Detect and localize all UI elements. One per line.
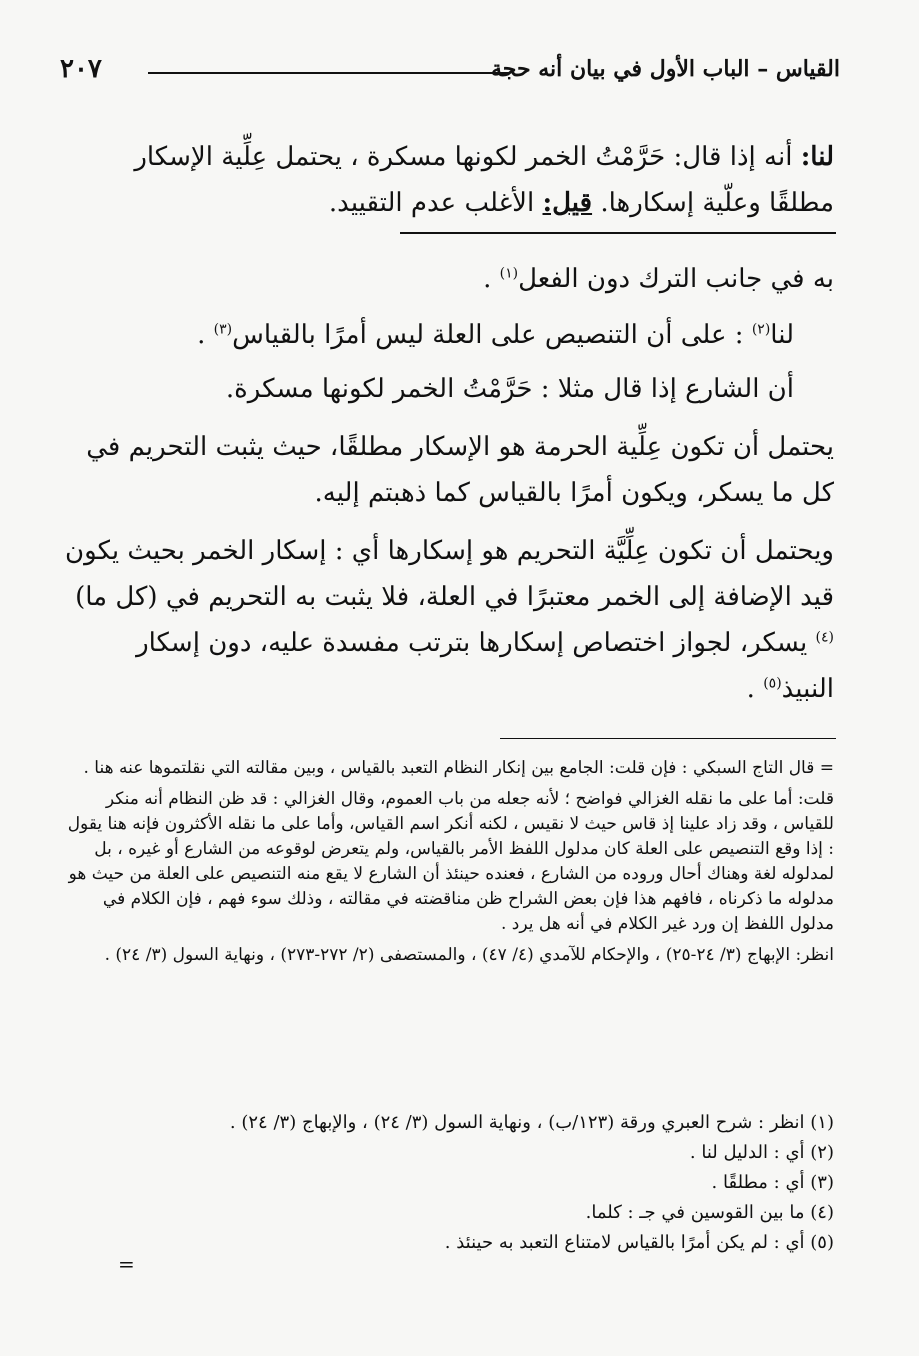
footnote-4: (٤) ما بين القوسين في جـ : كلما.: [585, 1202, 834, 1223]
header-rule: [148, 72, 510, 74]
p2-end: .: [197, 320, 214, 350]
qeel-text: الأغلب عدم التقييد.: [328, 188, 543, 218]
footnote-continuation: انظر: الإبهاج (٣/ ٢٤-٢٥) ، والإحكام للآمدي (٤/ ٤٧) ، والمستصفى (٢/ ٢٧٢-٢٧٣) ، ونهاية السول (٣/ ٢٤) .: [104, 945, 834, 965]
upper-passage: [62, 134, 834, 226]
footnote-2: (٢) أي : الدليل لنا .: [689, 1142, 834, 1163]
footnote-ref-4[interactable]: (٤): [815, 629, 834, 646]
footnote-1: (١) انظر : شرح العبري ورقة (١٢٣/ب) ، ونهاية السول (٣/ ٢٤) ، والإبهاج (٣/ ٢٤) .: [229, 1112, 834, 1133]
footnote-continuation: = قال التاج السبكي : فإن قلت: الجامع بين إنكار النظام التعبد بالقياس ، وبين مقالته التي نقلتموها عنه هنا .: [83, 758, 834, 778]
continuation-mark: =: [118, 1252, 135, 1276]
qeel-label: قيل:: [542, 188, 593, 218]
p5-end: .: [746, 674, 764, 704]
upper-paragraph: [62, 134, 834, 226]
lead-text: أنه إذا قال: حَرَّمْتُ الخمر لكونها مسكرة ، يحتمل عِلِّية الإسكار مطلقًا وعلّية إسكارها.: [134, 142, 834, 218]
p5-text-a: ويحتمل أن تكون عِلِّيَّة التحريم هو إسكارها أي : إسكار الخمر بحيث يكون قيد الإضافة إلى الخمر معتبرًا في العلة، فلا يثبت به التحريم في (كل ما): [65, 536, 834, 612]
footnote-ref-1[interactable]: (١): [499, 265, 519, 282]
p5-text-b: يسكر، لجواز اختصاص إسكارها بترتب مفسدة عليه، دون إسكار النبيذ: [136, 628, 834, 704]
footnote-ref-5[interactable]: (٥): [763, 675, 782, 692]
footnotes-continued: [62, 756, 834, 974]
paragraph-5: [62, 528, 834, 712]
paragraph-1: [62, 256, 834, 302]
lead-label: لنا:: [800, 142, 834, 172]
p2-text: لنا: [770, 320, 794, 350]
p1-end: .: [483, 264, 500, 294]
footnote-5: (٥) أي : لم يكن أمرًا بالقياس لامتناع التعبد به حينئذ .: [444, 1232, 834, 1253]
p2-mid: : على أن التنصيص على العلة ليس أمرًا بالقياس: [232, 320, 752, 350]
main-text: [62, 256, 834, 712]
footnote-separator: [500, 738, 836, 739]
paragraph-4: يحتمل أن تكون عِلِّية الحرمة هو الإسكار مطلقًا، حيث يثبت التحريم في كل ما يسكر، ويكون أمرًا بالقياس كما ذهبتم إليه.: [86, 432, 834, 508]
footnote-3: (٣) أي : مطلقًا .: [711, 1172, 834, 1193]
paragraph-2: [62, 312, 834, 358]
paragraph-3: أن الشارع إذا قال مثلا : حَرَّمْتُ الخمر لكونها مسكرة.: [225, 374, 794, 404]
p1-text: به في جانب الترك دون الفعل: [518, 264, 834, 294]
footnotes-list: [62, 1110, 834, 1260]
page-header: [60, 52, 840, 92]
upper-rule: [400, 232, 836, 234]
running-title: القياس – الباب الأول في بيان أنه حجة: [491, 56, 840, 82]
footnote-ref-2[interactable]: (٢): [751, 321, 771, 338]
footnote-continuation: قلت: أما على ما نقله الغزالي فواضح ؛ لأنه جعله من باب العموم، وقال الغزالي : قد ظن النظام أنه منكر للقياس ، وقد زاد علينا إذ قاس حيث لا نقيس ، لكنه أنكر اسم القياس، وأما على ما نقله الأكثرون فإنه هنا يقول : إذا وقع التنصيص على العلة كان مدلول اللفظ الأمر بالقياس، ولم يتعرض لوقوعه من الشارع أو غيره ، بل لمدلوله لغة وهناك أحال وروده من الشارع ، فعنده حينئذ أن الشارع لا يقع منه التنصيص على العلة من حيث هو مدلوله ما ذكرناه ، فافهم هذا فإن بعض الشراح ظن مناقضته في مقالته ، وذلك سوء فهم ، فإن الكلام في مدلول اللفظ إن ورد غير الكلام في أنه هل يرد .: [67, 789, 834, 934]
page-number: ٢٠٧: [60, 54, 102, 84]
footnote-ref-3[interactable]: (٣): [213, 321, 233, 338]
